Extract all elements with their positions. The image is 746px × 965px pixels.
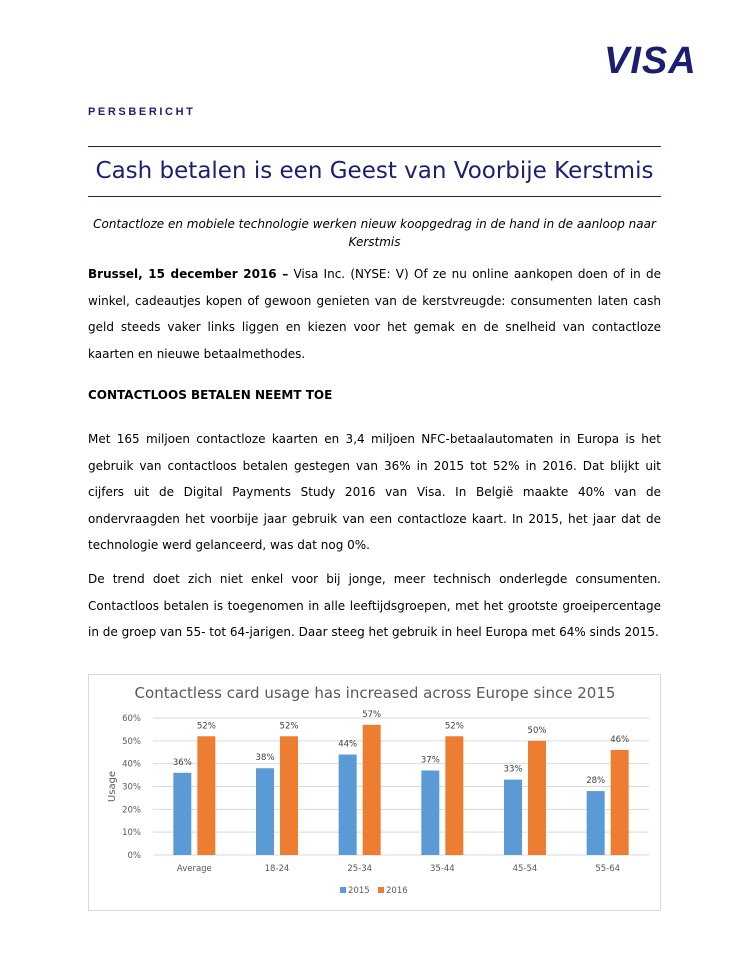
- y-axis-label: Usage: [107, 770, 118, 803]
- y-tick-label: 50%: [122, 736, 141, 747]
- bar-2016-Average: [197, 736, 215, 855]
- x-tick-label: 35-44: [429, 864, 455, 874]
- body-paragraph-2: De trend doet zich niet enkel voor bij jonge, meer technisch onderlegde consumenten. Contactloos betalen is toegenomen in alle leeftijdsgroepen, met het grootste groeipercentage in de groep van 55- tot 64-jarigen. Daar steeg het gebruik in heel Europa met 64% sinds 2015.: [88, 572, 661, 639]
- data-label: 50%: [527, 725, 547, 736]
- data-label: 37%: [420, 755, 440, 766]
- x-tick-label: 25-34: [347, 864, 373, 874]
- data-label: 36%: [172, 757, 192, 768]
- y-tick-label: 30%: [122, 782, 141, 793]
- x-tick-label: 18-24: [264, 864, 290, 874]
- data-label: 46%: [610, 734, 630, 745]
- title-bottom-rule: [88, 196, 661, 197]
- chart-canvas: [89, 675, 662, 912]
- usage-chart: [88, 674, 661, 911]
- data-label: 38%: [255, 753, 275, 764]
- intro-text: Visa Inc. (NYSE: V) Of ze nu online aankopen doen of in de winkel, cadeautjes kopen of gewoon genieten van de kerstvreugde: consumenten laten cash geld steeds vaker links liggen en kiezen voor het gemak en de snelheid van contactloze kaarten en nieuwe betaalmethodes.: [88, 267, 661, 361]
- bar-2016-35-44: [445, 736, 463, 855]
- chart-title: Contactless card usage has increased across Europe since 2015: [134, 684, 616, 702]
- bar-2016-18-24: [280, 736, 298, 855]
- data-label: 44%: [338, 739, 358, 750]
- bar-2016-25-34: [363, 725, 381, 855]
- section-heading: CONTACTLOOS BETALEN NEEMT TOE: [88, 388, 333, 402]
- intro-paragraph: [88, 261, 661, 367]
- y-tick-label: 10%: [122, 828, 141, 839]
- data-label: 28%: [586, 776, 606, 787]
- bar-2015-25-34: [339, 755, 357, 855]
- data-label: 57%: [362, 709, 382, 720]
- data-label: 33%: [503, 764, 523, 775]
- document-label: PERSBERICHT: [88, 106, 196, 118]
- bar-2015-35-44: [421, 771, 439, 855]
- body-paragraph-1: Met 165 miljoen contactloze kaarten en 3,4 miljoen NFC-betaalautomaten in Europa is het gebruik van contactloos betalen gestegen van 36% in 2015 tot 52% in 2016. Dat blijkt uit cijfers uit de Digital Payments Study 2016 van Visa. In België maakte 40% van de ondervraagden het voorbije jaar gebruik van een contactloze kaart. In 2015, het jaar dat de technologie werd gelanceerd, was dat nog 0%.: [88, 432, 661, 552]
- legend-label: 2015: [348, 886, 370, 896]
- bar-2016-55-64: [611, 750, 629, 855]
- legend-swatch-2016: [378, 887, 384, 893]
- data-label: 52%: [444, 721, 464, 732]
- data-label: 52%: [279, 721, 299, 732]
- y-tick-label: 60%: [122, 714, 141, 724]
- page-title: Cash betalen is een Geest van Voorbije Kerstmis: [95, 158, 654, 184]
- bar-2015-Average: [173, 773, 191, 855]
- x-tick-label: Average: [176, 864, 212, 874]
- title-top-rule: [88, 146, 661, 147]
- dateline: Brussel, 15 december 2016 –: [88, 267, 289, 281]
- x-tick-label: 45-54: [512, 864, 538, 874]
- y-tick-label: 0%: [127, 851, 141, 861]
- bar-2015-18-24: [256, 768, 274, 855]
- visa-logo: VISA: [604, 40, 697, 82]
- bar-2016-45-54: [528, 741, 546, 855]
- x-tick-label: 55-64: [595, 864, 621, 874]
- legend-label: 2016: [386, 886, 408, 896]
- data-label: 52%: [196, 721, 216, 732]
- y-tick-label: 20%: [122, 805, 141, 816]
- bar-2015-45-54: [504, 780, 522, 855]
- page-subtitle: Contactloze en mobiele technologie werken nieuw koopgedrag in de hand in de aanloop naar Kerstmis: [93, 217, 656, 249]
- bar-2015-55-64: [587, 791, 605, 855]
- legend-swatch-2015: [340, 887, 346, 893]
- y-tick-label: 40%: [122, 759, 141, 770]
